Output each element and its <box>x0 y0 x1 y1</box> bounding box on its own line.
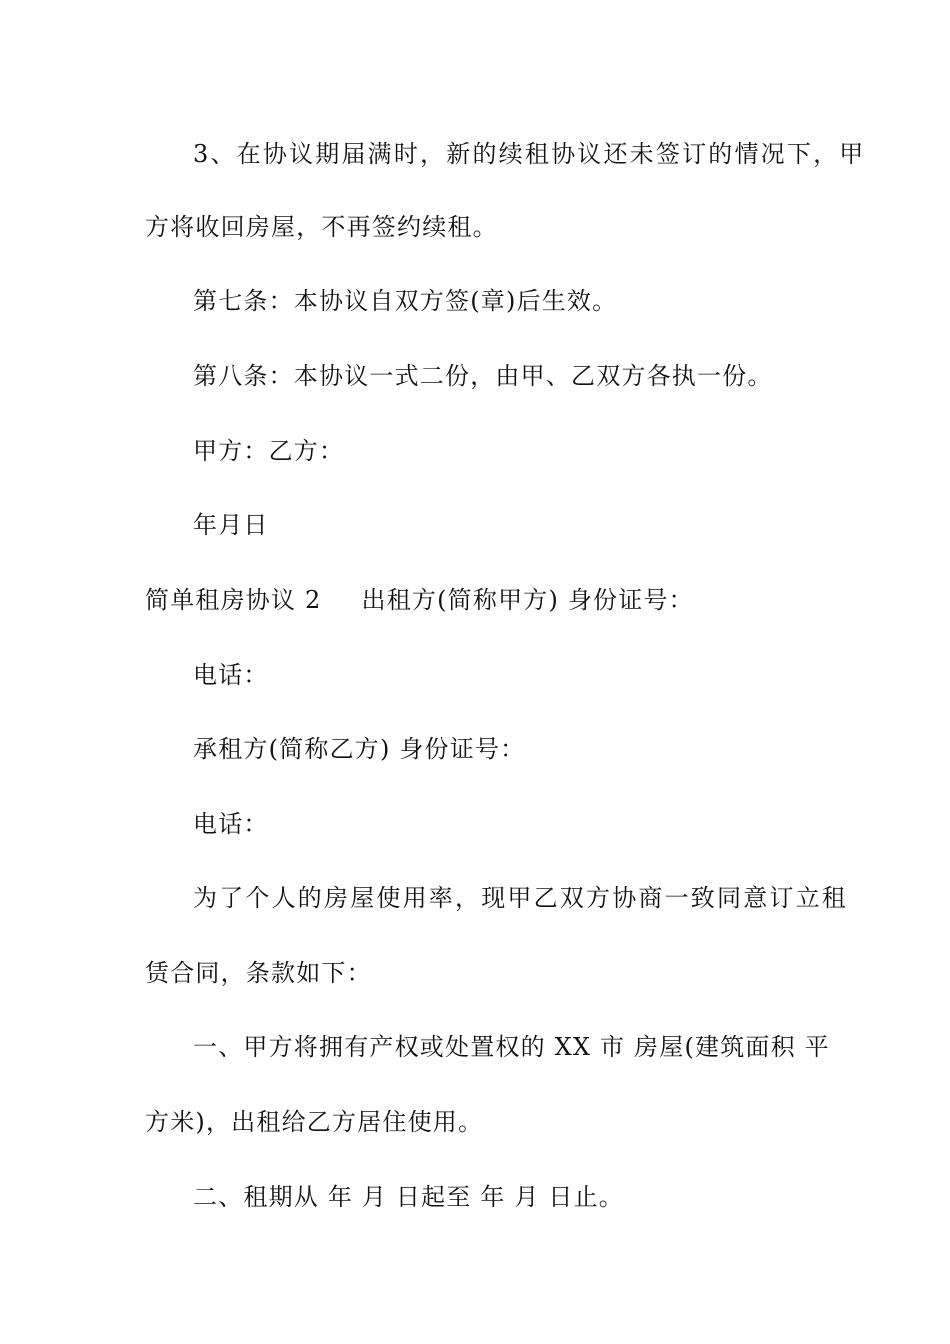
lessor-id-label: 出租方(简称甲方) 身份证号： <box>361 586 694 614</box>
clause-3-line-2: 方将收回房屋，不再签约续租。 <box>145 213 498 241</box>
preamble-line-1: 为了个人的房屋使用率，现甲乙双方协商一致同意订立租 <box>193 884 848 912</box>
lessee-phone-label: 电话： <box>193 810 269 838</box>
article-7: 第七条：本协议自双方签(章)后生效。 <box>193 287 618 315</box>
agreement-2-heading-line <box>145 585 810 615</box>
clause-3-line-1: 3、在协议期届满时，新的续租协议还未签订的情况下，甲 <box>193 140 866 168</box>
article-8: 第八条：本协议一式二份，由甲、乙双方各执一份。 <box>193 362 773 390</box>
term-2-lease-period: 二、租期从 年 月 日起至 年 月 日止。 <box>193 1183 624 1211</box>
term-1-line-1: 一、甲方将拥有产权或处置权的 XX 市 房屋(建筑面积 平 <box>193 1033 830 1061</box>
signature-date: 年月日 <box>193 511 269 539</box>
term-1-line-2: 方米)，出租给乙方居住使用。 <box>145 1108 484 1136</box>
lessor-phone-label: 电话： <box>193 661 269 689</box>
preamble-line-2: 赁合同，条款如下： <box>145 959 372 987</box>
party-signatures: 甲方：乙方： <box>193 437 345 465</box>
agreement-2-title: 简单租房协议 2 <box>145 586 322 614</box>
lessee-id-label: 承租方(简称乙方) 身份证号： <box>193 735 526 763</box>
